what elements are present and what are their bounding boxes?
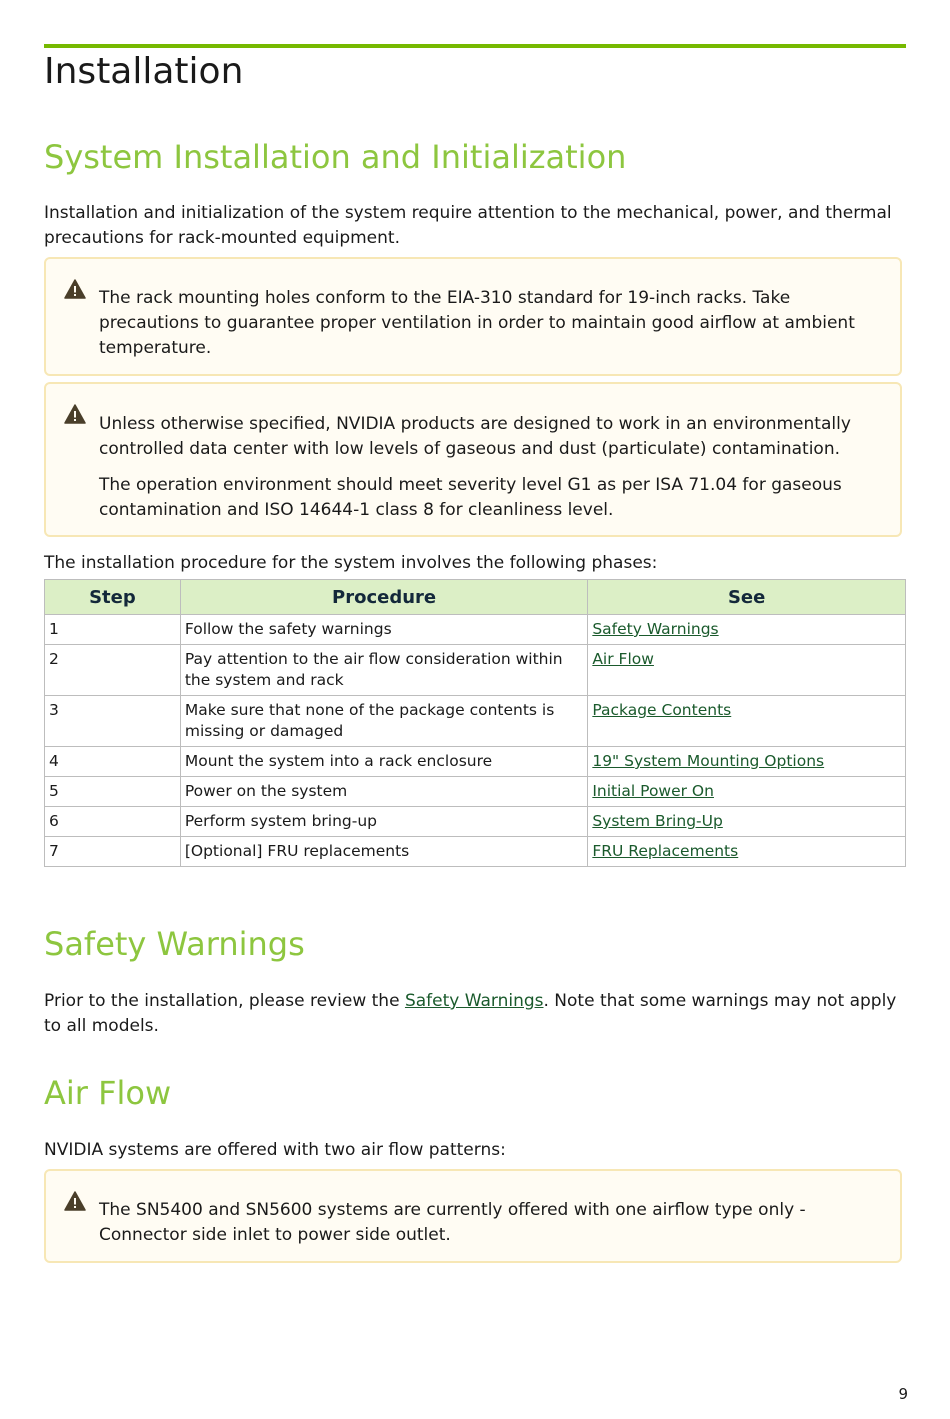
warning-triangle-icon [64, 1191, 86, 1211]
page-title: Installation [44, 51, 244, 92]
procedure-cell: Make sure that none of the package contents is missing or damaged [180, 696, 587, 747]
note-text: The rack mounting holes conform to the EIA-310 standard for 19-inch racks. Take precautions to guarantee proper ventilation in order to maintain good airflow at ambient temperature. [99, 288, 855, 358]
table-row [45, 696, 906, 747]
table-row [45, 807, 906, 837]
table-row [45, 747, 906, 777]
table-header-row [45, 580, 906, 615]
procedure-cell: Power on the system [180, 777, 587, 807]
note-text: Unless otherwise specified, NVIDIA products are designed to work in an environmentally controlled data center with low levels of gaseous and dust (particulate) contamination. [99, 414, 851, 459]
warning-note-rack [44, 257, 902, 376]
column-header-see: See [588, 580, 906, 615]
note-text: The SN5400 and SN5600 systems are currently offered with one airflow type only - Connector side inlet to power side outlet. [99, 1200, 806, 1245]
table-row [45, 615, 906, 645]
column-header-step: Step [45, 580, 181, 615]
safety-text-after: . Note that some warnings may not apply to all models. [44, 991, 897, 1036]
page-number: 9 [898, 1385, 908, 1403]
see-cell [588, 747, 906, 777]
procedure-cell: Perform system bring-up [180, 807, 587, 837]
section-heading-installation: System Installation and Initialization [44, 138, 627, 176]
installation-steps-table [44, 579, 906, 867]
note-text: The operation environment should meet severity level G1 as per ISA 71.04 for gaseous contamination and ISO 14644-1 class 8 for cleanliness level. [99, 475, 842, 520]
link-system-bring-up[interactable]: System Bring-Up [592, 812, 723, 830]
step-cell: 2 [45, 645, 181, 696]
see-cell [588, 837, 906, 867]
link-fru-replacements[interactable]: FRU Replacements [592, 842, 739, 860]
procedure-cell: Pay attention to the air flow consideration within the system and rack [180, 645, 587, 696]
header-rule [44, 44, 906, 48]
link-safety-warnings[interactable]: Safety Warnings [592, 620, 719, 638]
step-cell: 3 [45, 696, 181, 747]
procedure-cell: Follow the safety warnings [180, 615, 587, 645]
warning-note-environment [44, 382, 902, 537]
see-cell [588, 615, 906, 645]
see-cell [588, 696, 906, 747]
table-row [45, 777, 906, 807]
safety-text-before: Prior to the installation, please review the [44, 991, 405, 1011]
see-cell [588, 807, 906, 837]
warning-triangle-icon [64, 404, 86, 424]
step-cell: 6 [45, 807, 181, 837]
step-cell: 1 [45, 615, 181, 645]
section-heading-air-flow: Air Flow [44, 1074, 172, 1112]
link-air-flow[interactable]: Air Flow [592, 650, 654, 668]
airflow-intro: NVIDIA systems are offered with two air flow patterns: [44, 1140, 506, 1160]
safety-paragraph [44, 989, 906, 1039]
link-mounting-options[interactable]: 19" System Mounting Options [592, 752, 825, 770]
section-heading-safety-warnings: Safety Warnings [44, 925, 305, 963]
table-row [45, 837, 906, 867]
link-package-contents[interactable]: Package Contents [592, 701, 732, 719]
table-row [45, 645, 906, 696]
see-cell [588, 645, 906, 696]
intro-paragraph: Installation and initialization of the system require attention to the mechanical, power, and thermal precautions for rack-mounted equipment. [44, 203, 892, 248]
link-safety-warnings-inline[interactable]: Safety Warnings [404, 991, 544, 1011]
warning-triangle-icon [64, 279, 86, 299]
link-initial-power-on[interactable]: Initial Power On [592, 782, 714, 800]
see-cell [588, 777, 906, 807]
procedure-cell: Mount the system into a rack enclosure [180, 747, 587, 777]
procedure-cell: [Optional] FRU replacements [180, 837, 587, 867]
step-cell: 5 [45, 777, 181, 807]
table-intro: The installation procedure for the system involves the following phases: [44, 553, 658, 573]
column-header-procedure: Procedure [180, 580, 587, 615]
warning-note-airflow [44, 1169, 902, 1263]
step-cell: 7 [45, 837, 181, 867]
step-cell: 4 [45, 747, 181, 777]
